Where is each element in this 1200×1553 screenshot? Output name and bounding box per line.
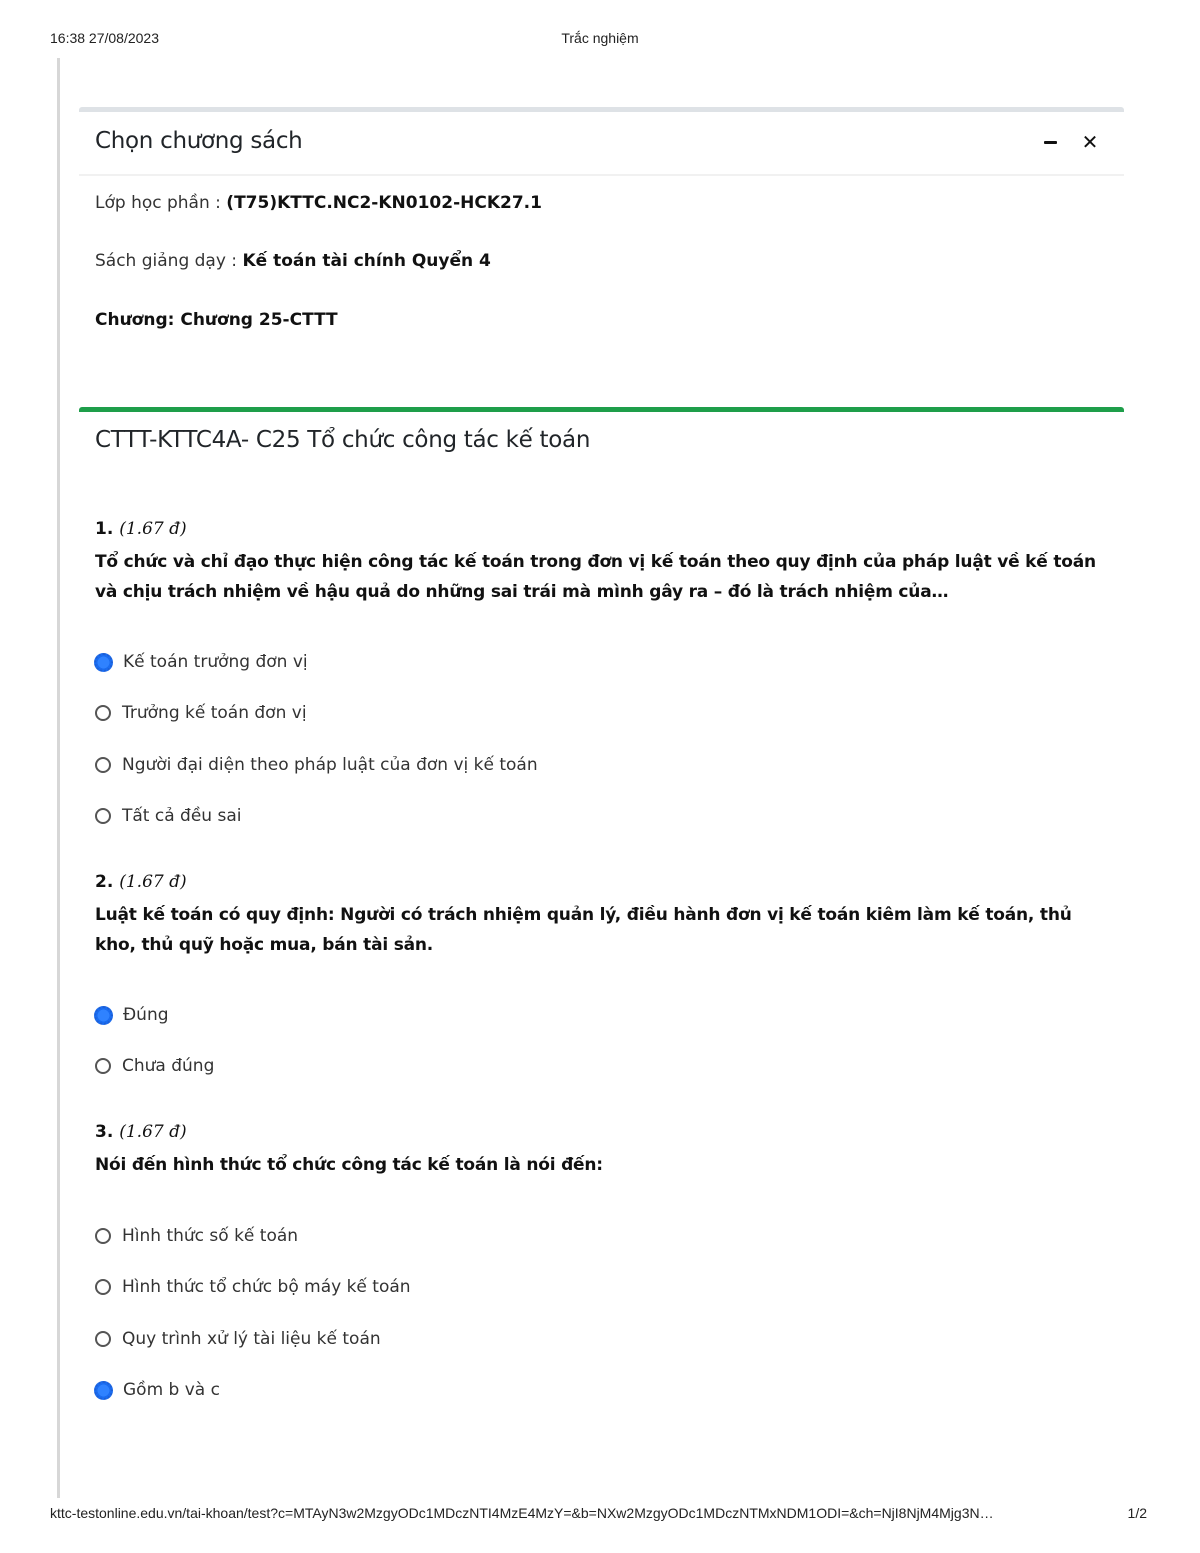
option-label: Đúng bbox=[123, 1005, 169, 1025]
radio-icon[interactable] bbox=[95, 1228, 111, 1244]
print-url: kttc-testonline.edu.vn/tai-khoan/test?c=MTAyN3w2MzgyODc1MDczNTI4MzE4MzY=&b=NXw2MzgyODc1MDczNTMxNDM1ODI=&ch=NjI8NjM4Mjg3N… bbox=[50, 1505, 994, 1521]
print-page-title: Trắc nghiệm bbox=[561, 30, 639, 46]
question-head bbox=[95, 519, 1115, 547]
class-info bbox=[95, 193, 542, 213]
question-head bbox=[95, 872, 1115, 900]
question-number: 1. bbox=[95, 519, 120, 539]
question-points: (1.67 đ) bbox=[119, 1122, 187, 1142]
option-label: Người đại diện theo pháp luật của đơn vị kế toán bbox=[122, 755, 538, 775]
collapse-button[interactable] bbox=[1040, 130, 1060, 154]
chapter-card-title: Chọn chương sách bbox=[95, 128, 303, 154]
quiz-title: CTTT-KTTC4A- C25 Tổ chức công tác kế toán bbox=[95, 427, 591, 453]
chapter-card bbox=[79, 107, 1124, 397]
radio-icon[interactable] bbox=[95, 1331, 111, 1347]
print-datetime: 16:38 27/08/2023 bbox=[50, 30, 159, 46]
chapter-info: Chương: Chương 25-CTTT bbox=[95, 310, 338, 330]
answer-option[interactable] bbox=[95, 1326, 381, 1352]
question-head bbox=[95, 1122, 1115, 1150]
left-rule bbox=[57, 58, 60, 1498]
radio-icon[interactable] bbox=[95, 705, 111, 721]
question-number: 3. bbox=[95, 1122, 120, 1142]
close-button[interactable] bbox=[1080, 130, 1100, 154]
option-label: Quy trình xử lý tài liệu kế toán bbox=[122, 1329, 381, 1349]
option-label: Hình thức số kế toán bbox=[122, 1226, 299, 1246]
quiz-card bbox=[79, 407, 1124, 1467]
answer-option[interactable] bbox=[95, 752, 538, 778]
question-text: Tổ chức và chỉ đạo thực hiện công tác kế toán trong đơn vị kế toán theo quy định của pháp luật về kế toán và chịu trách nhiệm về hậu quả do những sai trái mà mình gây ra – đó là trách nhiệm của… bbox=[95, 552, 1096, 602]
answer-option[interactable] bbox=[95, 803, 241, 829]
minus-icon bbox=[1044, 141, 1057, 144]
question-2 bbox=[95, 872, 1115, 1076]
question-number: 2. bbox=[95, 872, 120, 892]
option-label: Hình thức tổ chức bộ máy kế toán bbox=[122, 1277, 411, 1297]
option-label: Trưởng kế toán đơn vị bbox=[122, 703, 307, 723]
option-label: Chưa đúng bbox=[122, 1056, 215, 1076]
print-header bbox=[0, 30, 1200, 50]
close-icon: ✕ bbox=[1081, 130, 1099, 154]
radio-icon[interactable] bbox=[95, 808, 111, 824]
chapter-card-header bbox=[79, 112, 1124, 176]
radio-selected-icon[interactable] bbox=[94, 1006, 113, 1025]
print-page-number: 1/2 bbox=[1127, 1505, 1147, 1521]
radio-selected-icon[interactable] bbox=[94, 653, 113, 672]
question-1 bbox=[95, 519, 1115, 826]
answer-option[interactable] bbox=[95, 649, 308, 675]
radio-icon[interactable] bbox=[95, 1279, 111, 1295]
book-info bbox=[95, 251, 491, 271]
answer-option[interactable] bbox=[95, 1002, 169, 1028]
answer-option[interactable] bbox=[95, 1053, 214, 1079]
question-points: (1.67 đ) bbox=[119, 519, 187, 539]
question-3 bbox=[95, 1122, 1115, 1400]
radio-icon[interactable] bbox=[95, 1058, 111, 1074]
option-label: Kế toán trưởng đơn vị bbox=[123, 652, 308, 672]
option-label: Gồm b và c bbox=[123, 1380, 220, 1400]
card-top-border bbox=[79, 407, 1124, 412]
question-points: (1.67 đ) bbox=[119, 872, 187, 892]
book-label: Sách giảng dạy : bbox=[95, 251, 243, 271]
radio-icon[interactable] bbox=[95, 757, 111, 773]
card-tools bbox=[1040, 130, 1100, 154]
option-label: Tất cả đều sai bbox=[122, 806, 242, 826]
book-value: Kế toán tài chính Quyển 4 bbox=[242, 251, 491, 271]
print-footer bbox=[0, 1505, 1200, 1525]
radio-selected-icon[interactable] bbox=[94, 1381, 113, 1400]
answer-option[interactable] bbox=[95, 1274, 411, 1300]
answer-option[interactable] bbox=[95, 1377, 220, 1403]
class-value: (T75)KTTC.NC2-KN0102-HCK27.1 bbox=[226, 193, 542, 213]
answer-option[interactable] bbox=[95, 1223, 298, 1249]
question-text: Nói đến hình thức tổ chức công tác kế toán là nói đến: bbox=[95, 1155, 603, 1175]
class-label: Lớp học phần : bbox=[95, 193, 227, 213]
question-text: Luật kế toán có quy định: Người có trách nhiệm quản lý, điều hành đơn vị kế toán kiêm làm kế toán, thủ kho, thủ quỹ hoặc mua, bán tài sản. bbox=[95, 905, 1072, 955]
answer-option[interactable] bbox=[95, 700, 307, 726]
